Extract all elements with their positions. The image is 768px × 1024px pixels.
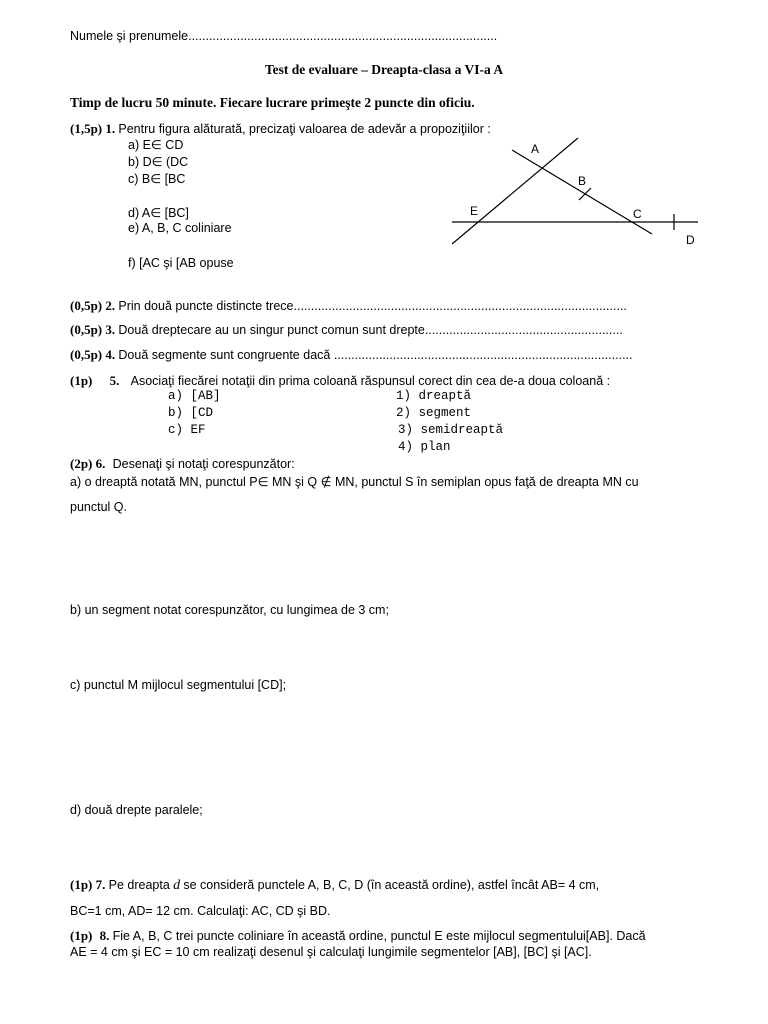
q1-item-a: a) E∈ CD bbox=[128, 138, 184, 152]
question-7 bbox=[70, 877, 599, 894]
q1-item-b: b) D∈ (DC bbox=[128, 155, 189, 169]
tick-B bbox=[579, 188, 591, 200]
q1-number: 1. bbox=[105, 121, 116, 136]
q5-right-3: 3) semidreaptă bbox=[398, 423, 504, 437]
label-B: B bbox=[578, 174, 587, 188]
q3-points: (0,5p) bbox=[70, 322, 103, 337]
q7-line-variable: d bbox=[173, 878, 181, 893]
q6-part-c: c) punctul M mijlocul segmentului [CD]; bbox=[70, 678, 287, 692]
q5-points: (1p) bbox=[70, 373, 93, 388]
q5-left-a: a) [AB] bbox=[168, 389, 221, 403]
q5-right-2: 2) segment bbox=[396, 406, 472, 420]
test-title: Test de evaluare – Dreapta-clasa a VI-a A bbox=[264, 62, 504, 77]
q4-number: 4. bbox=[105, 347, 116, 362]
q6-number: 6. bbox=[95, 456, 106, 471]
q1-item-d: d) A∈ [BC] bbox=[128, 206, 189, 220]
q7-number: 7. bbox=[95, 877, 106, 892]
q7-points: (1p) bbox=[70, 877, 93, 892]
question-6 bbox=[70, 456, 295, 472]
q2-points: (0,5p) bbox=[70, 298, 103, 313]
q6-points: (2p) bbox=[70, 456, 93, 471]
q5-right-1: 1) dreaptă bbox=[396, 389, 472, 403]
q7-text-post: se consideră punctele A, B, C, D (în această ordine), astfel încât AB= 4 cm, bbox=[183, 878, 600, 892]
label-C: C bbox=[633, 207, 642, 221]
q7-line2: BC=1 cm, AD= 12 cm. Calculaţi: AC, CD şi BD. bbox=[70, 904, 331, 918]
q2-text[interactable]: Prin două puncte distincte trece................................................................................................ bbox=[118, 299, 627, 313]
q1-figure bbox=[0, 0, 768, 300]
q5-left-c: c) EF bbox=[168, 423, 206, 437]
q7-text-pre: Pe dreapta bbox=[108, 878, 170, 892]
q6-part-d: d) două drepte paralele; bbox=[70, 803, 203, 817]
q1-item-c: c) B∈ [BC bbox=[128, 172, 186, 186]
q4-text[interactable]: Două segmente sunt congruente dacă ...................................................................................... bbox=[118, 348, 633, 362]
question-2 bbox=[70, 298, 627, 314]
q6-part-a-line1: a) o dreaptă notată MN, punctul P∈ MN şi Q ∉ MN, punctul S în semiplan opus faţă de dreapta MN cu bbox=[70, 475, 639, 489]
student-name-line[interactable]: Numele şi prenumele......................................................................................... bbox=[70, 29, 498, 43]
q1-item-f: f) [AC şi [AB opuse bbox=[128, 256, 234, 270]
q5-text: Asociaţi fiecărei notaţii din prima coloană răspunsul corect din cea de-a doua coloană : bbox=[130, 374, 611, 388]
label-D: D bbox=[686, 233, 695, 247]
q6-part-a-line2: punctul Q. bbox=[70, 500, 127, 514]
q1-text: Pentru figura alăturată, precizaţi valoarea de adevăr a propoziţiilor : bbox=[118, 122, 491, 136]
q1-points: (1,5p) bbox=[70, 121, 103, 136]
q6-text: Desenaţi şi notaţi corespunzător: bbox=[112, 457, 295, 471]
q8-points: (1p) bbox=[70, 928, 93, 943]
q2-number: 2. bbox=[105, 298, 116, 313]
question-4 bbox=[70, 347, 632, 363]
q3-number: 3. bbox=[105, 322, 116, 337]
time-info: Timp de lucru 50 minute. Fiecare lucrare primeşte 2 puncte din oficiu. bbox=[70, 95, 475, 110]
label-E: E bbox=[470, 204, 479, 218]
line-AE bbox=[452, 138, 578, 244]
q5-right-4: 4) plan bbox=[398, 440, 451, 454]
q5-number: 5. bbox=[109, 373, 120, 388]
label-A: A bbox=[531, 142, 540, 156]
q8-line1: Fie A, B, C trei puncte coliniare în această ordine, punctul E este mijlocul segmentului[AB]. Dacă bbox=[112, 929, 646, 943]
question-5 bbox=[70, 373, 610, 389]
question-3 bbox=[70, 322, 623, 338]
question-8 bbox=[70, 928, 646, 944]
q3-text[interactable]: Două dreptecare au un singur punct comun sunt drepte......................................................... bbox=[118, 323, 623, 337]
q4-points: (0,5p) bbox=[70, 347, 103, 362]
q6-part-b: b) un segment notat corespunzător, cu lungimea de 3 cm; bbox=[70, 603, 389, 617]
q5-left-b: b) [CD bbox=[168, 406, 214, 420]
q8-line2: AE = 4 cm şi EC = 10 cm realizaţi desenul şi calculaţi lungimile segmentelor [AB], [BC] şi [AC]. bbox=[70, 945, 592, 959]
q1-item-e: e) A, B, C coliniare bbox=[128, 221, 232, 235]
q8-number: 8. bbox=[99, 928, 110, 943]
